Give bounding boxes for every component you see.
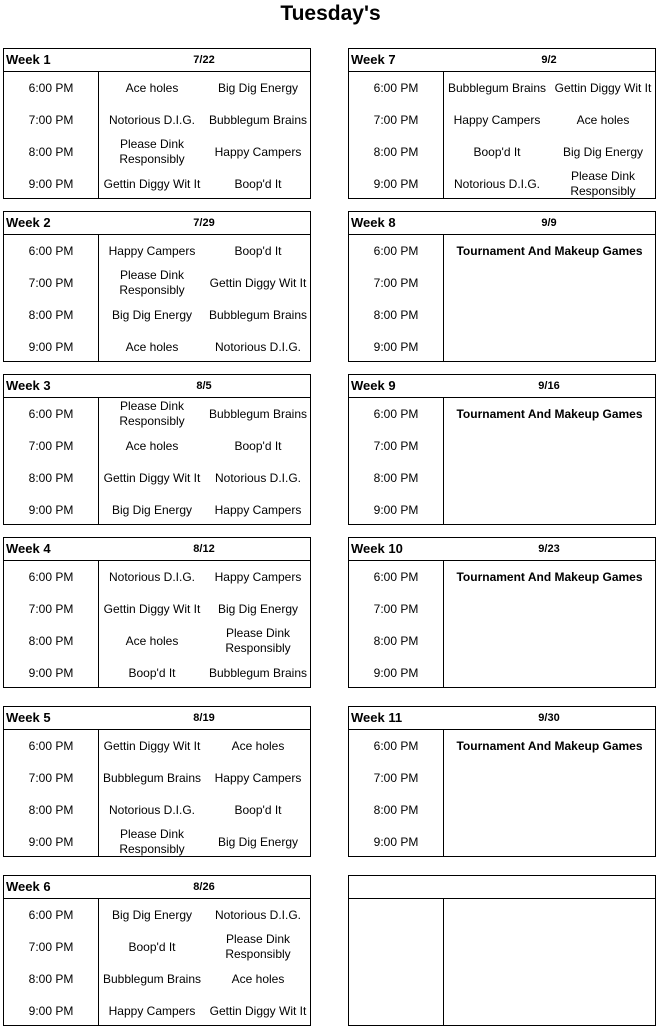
time-slot-row bbox=[4, 593, 310, 625]
week-header bbox=[4, 49, 310, 72]
slot-time: 7:00 PM bbox=[28, 771, 74, 785]
away-team: Please Dink Responsibly bbox=[225, 626, 291, 655]
slot-time: 9:00 PM bbox=[28, 666, 74, 680]
slot-time: 8:00 PM bbox=[28, 145, 74, 159]
slot-time: 8:00 PM bbox=[373, 803, 419, 817]
home-team: Gettin Diggy Wit It bbox=[103, 176, 201, 191]
slot-time: 7:00 PM bbox=[28, 940, 74, 954]
slot-time: 6:00 PM bbox=[28, 739, 74, 753]
away-team: Bubblegum Brains bbox=[208, 665, 308, 680]
time-slot-row bbox=[349, 136, 655, 168]
home-team: Notorious D.I.G. bbox=[108, 802, 196, 817]
home-team: Gettin Diggy Wit It bbox=[103, 738, 201, 753]
time-slot-row bbox=[349, 398, 655, 430]
slot-time: 6:00 PM bbox=[28, 244, 74, 258]
time-slot-row bbox=[4, 430, 310, 462]
slot-time: 7:00 PM bbox=[373, 602, 419, 616]
week-label: Week 6 bbox=[6, 879, 51, 894]
week-block bbox=[348, 706, 656, 857]
time-slot-row bbox=[349, 72, 655, 104]
week-header bbox=[4, 212, 310, 235]
away-team: Ace holes bbox=[231, 971, 285, 986]
away-team: Bubblegum Brains bbox=[208, 307, 308, 322]
time-slot-row bbox=[349, 826, 655, 858]
time-slot-row bbox=[4, 625, 310, 657]
week-date: 9/30 bbox=[538, 712, 560, 724]
week-label: Week 4 bbox=[6, 541, 51, 556]
slot-time: 9:00 PM bbox=[28, 503, 74, 517]
time-slot-row bbox=[4, 794, 310, 826]
time-slot-row bbox=[349, 730, 655, 762]
away-team: Boop'd It bbox=[234, 243, 282, 258]
slot-time: 6:00 PM bbox=[373, 739, 419, 753]
home-team: Boop'd It bbox=[473, 144, 521, 159]
away-team: Notorious D.I.G. bbox=[214, 907, 302, 922]
slot-time: 8:00 PM bbox=[373, 634, 419, 648]
away-team: Gettin Diggy Wit It bbox=[209, 1003, 307, 1018]
slot-time: 9:00 PM bbox=[28, 340, 74, 354]
slot-time: 9:00 PM bbox=[373, 666, 419, 680]
away-team: Bubblegum Brains bbox=[208, 112, 308, 127]
week-header bbox=[349, 212, 655, 235]
home-team: Happy Campers bbox=[453, 112, 541, 127]
week-block bbox=[348, 537, 656, 688]
time-slot-row bbox=[349, 299, 655, 331]
time-slot-row bbox=[4, 899, 310, 931]
away-team: Boop'd It bbox=[234, 438, 282, 453]
home-team: Big Dig Energy bbox=[111, 502, 193, 517]
time-slot-row bbox=[4, 826, 310, 858]
week-date: 8/26 bbox=[193, 881, 215, 893]
slot-time: 8:00 PM bbox=[28, 471, 74, 485]
slot-time: 6:00 PM bbox=[373, 244, 419, 258]
week-label: Week 9 bbox=[351, 378, 396, 393]
slot-time: 6:00 PM bbox=[28, 407, 74, 421]
week-label: Week 2 bbox=[6, 215, 51, 230]
slot-time: 8:00 PM bbox=[28, 308, 74, 322]
slot-time: 7:00 PM bbox=[373, 439, 419, 453]
column-divider bbox=[443, 898, 444, 1025]
week-block bbox=[3, 875, 311, 1026]
slot-time: 6:00 PM bbox=[28, 570, 74, 584]
week-header bbox=[349, 538, 655, 561]
away-team: Big Dig Energy bbox=[217, 601, 299, 616]
time-slot-row bbox=[4, 136, 310, 168]
away-team: Gettin Diggy Wit It bbox=[554, 80, 652, 95]
slot-time: 9:00 PM bbox=[373, 340, 419, 354]
week-header bbox=[4, 538, 310, 561]
time-slot-row bbox=[4, 104, 310, 136]
week-date: 9/23 bbox=[538, 543, 560, 555]
week-block bbox=[3, 374, 311, 525]
time-slot-row bbox=[4, 963, 310, 995]
home-team: Big Dig Energy bbox=[111, 907, 193, 922]
slot-time: 7:00 PM bbox=[373, 113, 419, 127]
home-team: Boop'd It bbox=[128, 665, 176, 680]
home-team: Happy Campers bbox=[108, 243, 196, 258]
time-slot-row bbox=[4, 657, 310, 689]
home-team: Boop'd It bbox=[128, 939, 176, 954]
tournament-note: Tournament And Makeup Games bbox=[456, 407, 643, 421]
week-header bbox=[4, 707, 310, 730]
slot-time: 9:00 PM bbox=[28, 835, 74, 849]
home-team: Please Dink Responsibly bbox=[119, 827, 185, 856]
away-team: Happy Campers bbox=[214, 770, 302, 785]
slot-time: 6:00 PM bbox=[373, 570, 419, 584]
week-block bbox=[348, 211, 656, 362]
week-header bbox=[4, 876, 310, 899]
week-date: 8/5 bbox=[196, 380, 212, 392]
away-team: Notorious D.I.G. bbox=[214, 339, 302, 354]
away-team: Big Dig Energy bbox=[217, 80, 299, 95]
away-team: Please Dink Responsibly bbox=[225, 932, 291, 961]
time-slot-row bbox=[4, 995, 310, 1027]
week-label: Week 8 bbox=[351, 215, 396, 230]
home-team: Ace holes bbox=[125, 80, 179, 95]
slot-time: 9:00 PM bbox=[373, 835, 419, 849]
week-date: 9/2 bbox=[541, 54, 557, 66]
time-slot-row bbox=[349, 494, 655, 526]
time-slot-row bbox=[4, 72, 310, 104]
week-date: 9/9 bbox=[541, 217, 557, 229]
slot-time: 8:00 PM bbox=[373, 471, 419, 485]
home-team: Ace holes bbox=[125, 339, 179, 354]
home-team: Notorious D.I.G. bbox=[108, 569, 196, 584]
time-slot-row bbox=[349, 561, 655, 593]
time-slot-row bbox=[4, 494, 310, 526]
time-slot-row bbox=[4, 168, 310, 200]
time-slot-row bbox=[349, 593, 655, 625]
week-label: Week 7 bbox=[351, 52, 396, 67]
week-date: 7/29 bbox=[193, 217, 215, 229]
time-slot-row bbox=[4, 730, 310, 762]
week-header bbox=[349, 876, 655, 899]
home-team: Happy Campers bbox=[108, 1003, 196, 1018]
home-team: Big Dig Energy bbox=[111, 307, 193, 322]
tournament-note: Tournament And Makeup Games bbox=[456, 244, 643, 258]
home-team: Please Dink Responsibly bbox=[119, 399, 185, 428]
time-slot-row bbox=[349, 104, 655, 136]
away-team: Please Dink Responsibly bbox=[570, 169, 636, 198]
slot-time: 8:00 PM bbox=[373, 308, 419, 322]
slot-time: 7:00 PM bbox=[28, 602, 74, 616]
week-block bbox=[348, 48, 656, 199]
slot-time: 9:00 PM bbox=[373, 503, 419, 517]
week-block bbox=[3, 537, 311, 688]
week-label: Week 3 bbox=[6, 378, 51, 393]
week-label: Week 1 bbox=[6, 52, 51, 67]
home-team: Bubblegum Brains bbox=[102, 971, 202, 986]
away-team: Happy Campers bbox=[214, 144, 302, 159]
time-slot-row bbox=[349, 430, 655, 462]
week-date: 7/22 bbox=[193, 54, 215, 66]
home-team: Please Dink Responsibly bbox=[119, 137, 185, 166]
away-team: Ace holes bbox=[231, 738, 285, 753]
away-team: Big Dig Energy bbox=[217, 834, 299, 849]
slot-time: 6:00 PM bbox=[28, 908, 74, 922]
time-slot-row bbox=[349, 168, 655, 200]
time-slot-row bbox=[4, 331, 310, 363]
home-team: Gettin Diggy Wit It bbox=[103, 601, 201, 616]
time-slot-row bbox=[4, 762, 310, 794]
week-block bbox=[3, 211, 311, 362]
time-slot-row bbox=[4, 398, 310, 430]
slot-time: 8:00 PM bbox=[28, 803, 74, 817]
away-team: Gettin Diggy Wit It bbox=[209, 275, 307, 290]
slot-time: 8:00 PM bbox=[28, 634, 74, 648]
time-slot-row bbox=[349, 462, 655, 494]
away-team: Big Dig Energy bbox=[562, 144, 644, 159]
home-team: Bubblegum Brains bbox=[102, 770, 202, 785]
slot-time: 8:00 PM bbox=[373, 145, 419, 159]
slot-time: 7:00 PM bbox=[373, 276, 419, 290]
time-slot-row bbox=[4, 235, 310, 267]
week-date: 8/12 bbox=[193, 543, 215, 555]
week-label: Week 11 bbox=[351, 710, 403, 725]
slot-time: 7:00 PM bbox=[28, 276, 74, 290]
home-team: Ace holes bbox=[125, 438, 179, 453]
time-slot-row bbox=[349, 331, 655, 363]
slot-time: 8:00 PM bbox=[28, 972, 74, 986]
away-team: Notorious D.I.G. bbox=[214, 470, 302, 485]
home-team: Notorious D.I.G. bbox=[453, 176, 541, 191]
week-date: 8/19 bbox=[193, 712, 215, 724]
time-slot-row bbox=[349, 235, 655, 267]
home-team: Bubblegum Brains bbox=[447, 80, 547, 95]
week-header bbox=[349, 49, 655, 72]
time-slot-row bbox=[349, 762, 655, 794]
week-header bbox=[4, 375, 310, 398]
week-label: Week 5 bbox=[6, 710, 51, 725]
time-slot-row bbox=[4, 561, 310, 593]
time-slot-row bbox=[349, 267, 655, 299]
slot-time: 7:00 PM bbox=[373, 771, 419, 785]
tournament-note: Tournament And Makeup Games bbox=[456, 570, 643, 584]
page-title: Tuesday's bbox=[280, 2, 381, 25]
away-team: Bubblegum Brains bbox=[208, 406, 308, 421]
slot-time: 6:00 PM bbox=[28, 81, 74, 95]
away-team: Happy Campers bbox=[214, 569, 302, 584]
slot-time: 7:00 PM bbox=[28, 439, 74, 453]
home-team: Please Dink Responsibly bbox=[119, 268, 185, 297]
away-team: Boop'd It bbox=[234, 802, 282, 817]
slot-time: 7:00 PM bbox=[28, 113, 74, 127]
week-block bbox=[3, 48, 311, 199]
tournament-note: Tournament And Makeup Games bbox=[456, 739, 643, 753]
week-block bbox=[3, 706, 311, 857]
slot-time: 6:00 PM bbox=[373, 81, 419, 95]
away-team: Happy Campers bbox=[214, 502, 302, 517]
slot-time: 6:00 PM bbox=[373, 407, 419, 421]
time-slot-row bbox=[349, 794, 655, 826]
home-team: Ace holes bbox=[125, 633, 179, 648]
time-slot-row bbox=[4, 267, 310, 299]
week-label: Week 10 bbox=[351, 541, 403, 556]
week-block bbox=[348, 374, 656, 525]
home-team: Notorious D.I.G. bbox=[108, 112, 196, 127]
week-block bbox=[348, 875, 656, 1026]
away-team: Boop'd It bbox=[234, 176, 282, 191]
away-team: Ace holes bbox=[576, 112, 630, 127]
week-header bbox=[349, 707, 655, 730]
time-slot-row bbox=[349, 625, 655, 657]
slot-time: 9:00 PM bbox=[28, 177, 74, 191]
slot-time: 9:00 PM bbox=[373, 177, 419, 191]
time-slot-row bbox=[4, 299, 310, 331]
time-slot-row bbox=[4, 931, 310, 963]
slot-time: 9:00 PM bbox=[28, 1004, 74, 1018]
home-team: Gettin Diggy Wit It bbox=[103, 470, 201, 485]
time-slot-row bbox=[4, 462, 310, 494]
week-header bbox=[349, 375, 655, 398]
week-date: 9/16 bbox=[538, 380, 560, 392]
time-slot-row bbox=[349, 657, 655, 689]
